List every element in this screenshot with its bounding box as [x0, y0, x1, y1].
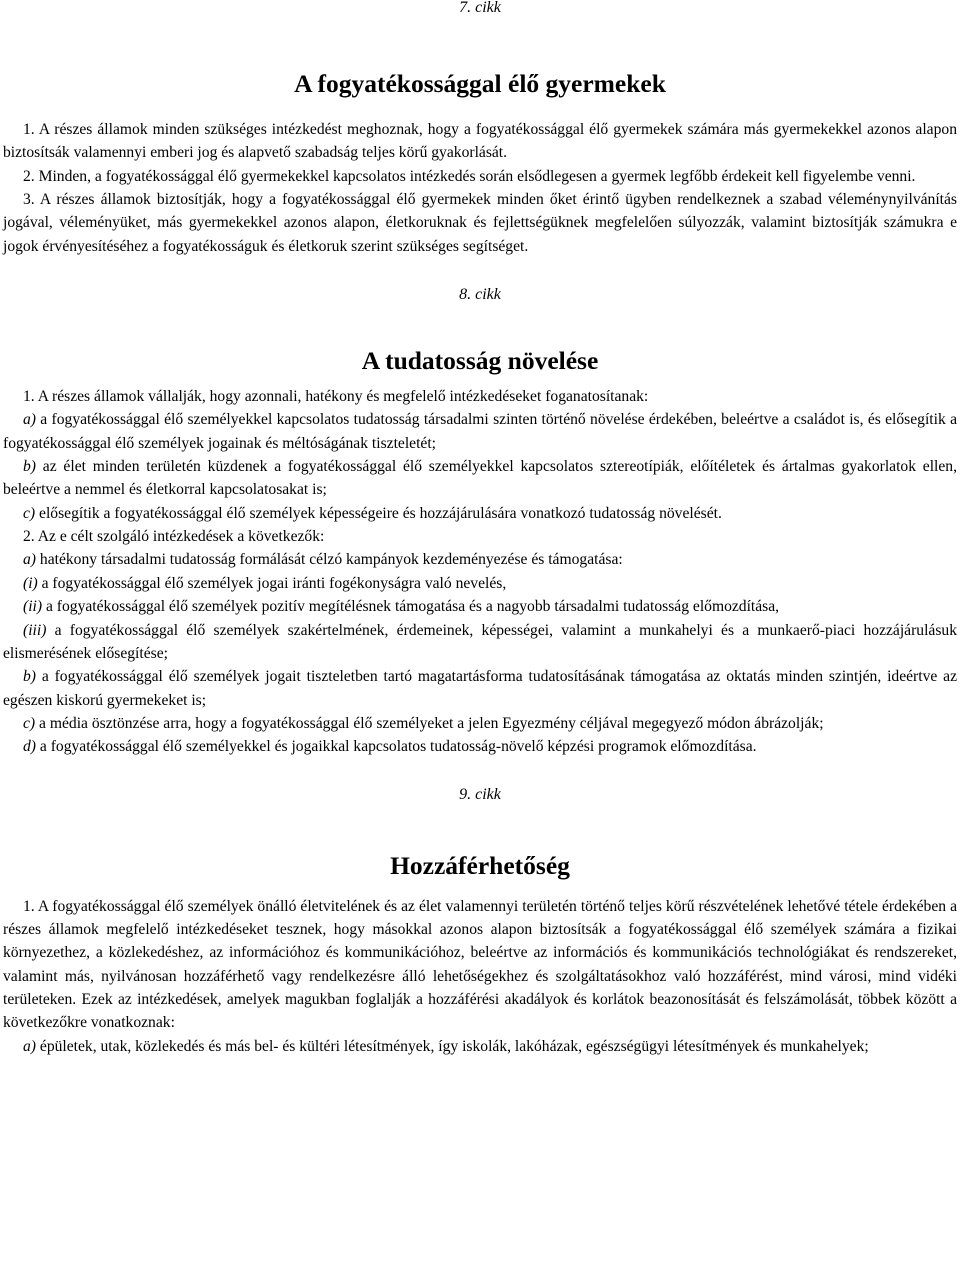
- item-label: c): [23, 504, 36, 522]
- item-label: b): [23, 668, 36, 686]
- article-8-2-item-ii: [3, 595, 957, 618]
- article-8-paragraph-2: 2. Az e célt szolgáló intézkedések a következők:: [23, 528, 325, 546]
- item-text: a fogyatékossággal élő személyek szakértelmének, érdemeinek, képességei, valamint a munkahelyi és a munkaerő-piaci hozzájárulásuk elismerésének elősegítése;: [3, 621, 957, 662]
- article-7-title: A fogyatékossággal élő gyermekek: [294, 69, 666, 98]
- item-text: hatékony társadalmi tudatosság formálását célzó kampányok kezdeményezése és támogatása:: [36, 551, 623, 569]
- article-8-paragraph-1: 1. A részes államok vállalják, hogy azonnali, hatékony és megfelelő intézkedéseket foganatosítanak:: [23, 388, 649, 406]
- item-label: a): [23, 411, 36, 429]
- item-text: elősegítik a fogyatékossággal élő személyek képességeire és hozzájárulására vonatkozó tudatosság növelését.: [35, 504, 722, 522]
- item-text: a fogyatékossággal élő személyek jogai iránti fogékonyságra való nevelés,: [37, 574, 507, 592]
- article-8-number: 8. cikk: [459, 286, 501, 304]
- item-label: (ii): [23, 598, 43, 616]
- item-label: a): [23, 551, 36, 569]
- item-text: a média ösztönzése arra, hogy a fogyatékossággal élő személyeket a jelen Egyezmény céljával megegyező módon ábrázolják;: [35, 714, 824, 732]
- item-label: d): [23, 738, 36, 756]
- article-9-item-a: [3, 1035, 957, 1058]
- article-8-item-c: [3, 502, 957, 525]
- article-8-item-a: [3, 408, 957, 455]
- article-7-paragraph-3: 3. A részes államok biztosítják, hogy a fogyatékossággal élő gyermekek minden őket érintő ügyben rendelkeznek a szabad véleménynyilvánítás jogával, véleményüket, más gyermekekkel azonos alapon, életkoruknak és fejlettségüknek megfelelően súlyozzák, valamint biztosítják számukra e jogok érvényesítéséhez a fogyatékosságuk és életkoruk szerint szükséges segítséget.: [3, 191, 957, 255]
- item-label: b): [23, 458, 36, 476]
- item-text: a fogyatékossággal élő személyek jogait tiszteletben tartó magatartásforma tudatosításának támogatása az oktatás minden szintjén, ideértve az egészen kiskorú gyermekeket is;: [3, 668, 957, 709]
- article-9-paragraph-1: 1. A fogyatékossággal élő személyek önálló életvitelének és az élet valamennyi területén történő teljes körű részvételének lehetővé tétele érdekében a részes államok megfelelő intézkedéseket tesznek, hogy másokkal azonos alapon biztosítsák a fogyatékossággal élő személyek számára a fizikai környezethez, a közlekedéshez, az információhoz és kommunikációhoz, beleértve az információs és kommunikációs technológiákat és rendszereket, valamint más, nyilvánosan hozzáférhető vagy rendelkezésre álló lehetőségekhez és szolgáltatásokhoz való hozzáférést, mind városi, mind vidéki területeken. Ezek az intézkedések, amelyek magukban foglalják a hozzáférési akadályok és korlátok beazonosítását és felszámolását, többek között a következőkre vonatkoznak:: [3, 897, 957, 1032]
- article-7-paragraph-1: 1. A részes államok minden szükséges intézkedést meghoznak, hogy a fogyatékossággal élő gyermekek számára más gyermekekkel azonos alapon biztosítsák valamennyi emberi jog és alapvető szabadság teljes körű gyakorlását.: [3, 121, 957, 162]
- article-8-title: A tudatosság növelése: [361, 346, 599, 376]
- article-9-number: 9. cikk: [459, 785, 501, 803]
- article-8-2-item-i: [3, 572, 957, 595]
- article-8-2-item-iii: [3, 619, 957, 666]
- item-label: (iii): [23, 621, 47, 639]
- article-8-2-item-c: [3, 712, 957, 735]
- item-label: c): [23, 714, 36, 732]
- item-text: a fogyatékossággal élő személyekkel kapcsolatos tudatosság társadalmi szinten történő növelése érdekében, beleértve a családot is, és elősegítik a fogyatékossággal élő személyek jogainak és méltóságának tiszteletét;: [3, 411, 957, 452]
- article-7-paragraph-2: 2. Minden, a fogyatékossággal élő gyermekekkel kapcsolatos intézkedés során elsődlegesen a gyermek legfőbb érdekeit kell figyelembe venni.: [23, 167, 916, 185]
- article-9-title: Hozzáférhetőség: [390, 850, 570, 880]
- article-8-2-item-b: [3, 665, 957, 712]
- document-page: [3, 0, 957, 1058]
- item-label: a): [23, 1037, 36, 1055]
- item-text: a fogyatékossággal élő személyek pozitív megítélésnek támogatása és a nagyobb társadalmi tudatosság előmozdítása,: [42, 598, 780, 616]
- article-8-2-item-d: [3, 735, 957, 758]
- item-text: az élet minden területén küzdenek a fogyatékossággal élő személyekkel kapcsolatos sztereotípiák, előítéletek és ártalmas gyakorlatok ellen, beleértve a nemmel és életkorral kapcsolatosakat is;: [3, 458, 957, 499]
- item-label: (i): [23, 574, 38, 592]
- article-7-number: 7. cikk: [459, 0, 501, 16]
- article-8-2-item-a: [3, 548, 957, 571]
- article-8-item-b: [3, 455, 957, 502]
- item-text: épületek, utak, közlekedés és más bel- és kültéri létesítmények, így iskolák, lakóházak, egészségügyi létesítmények és munkahelyek;: [36, 1037, 869, 1055]
- item-text: a fogyatékossággal élő személyekkel és jogaikkal kapcsolatos tudatosság-növelő képzési programok előmozdítása.: [36, 738, 757, 756]
